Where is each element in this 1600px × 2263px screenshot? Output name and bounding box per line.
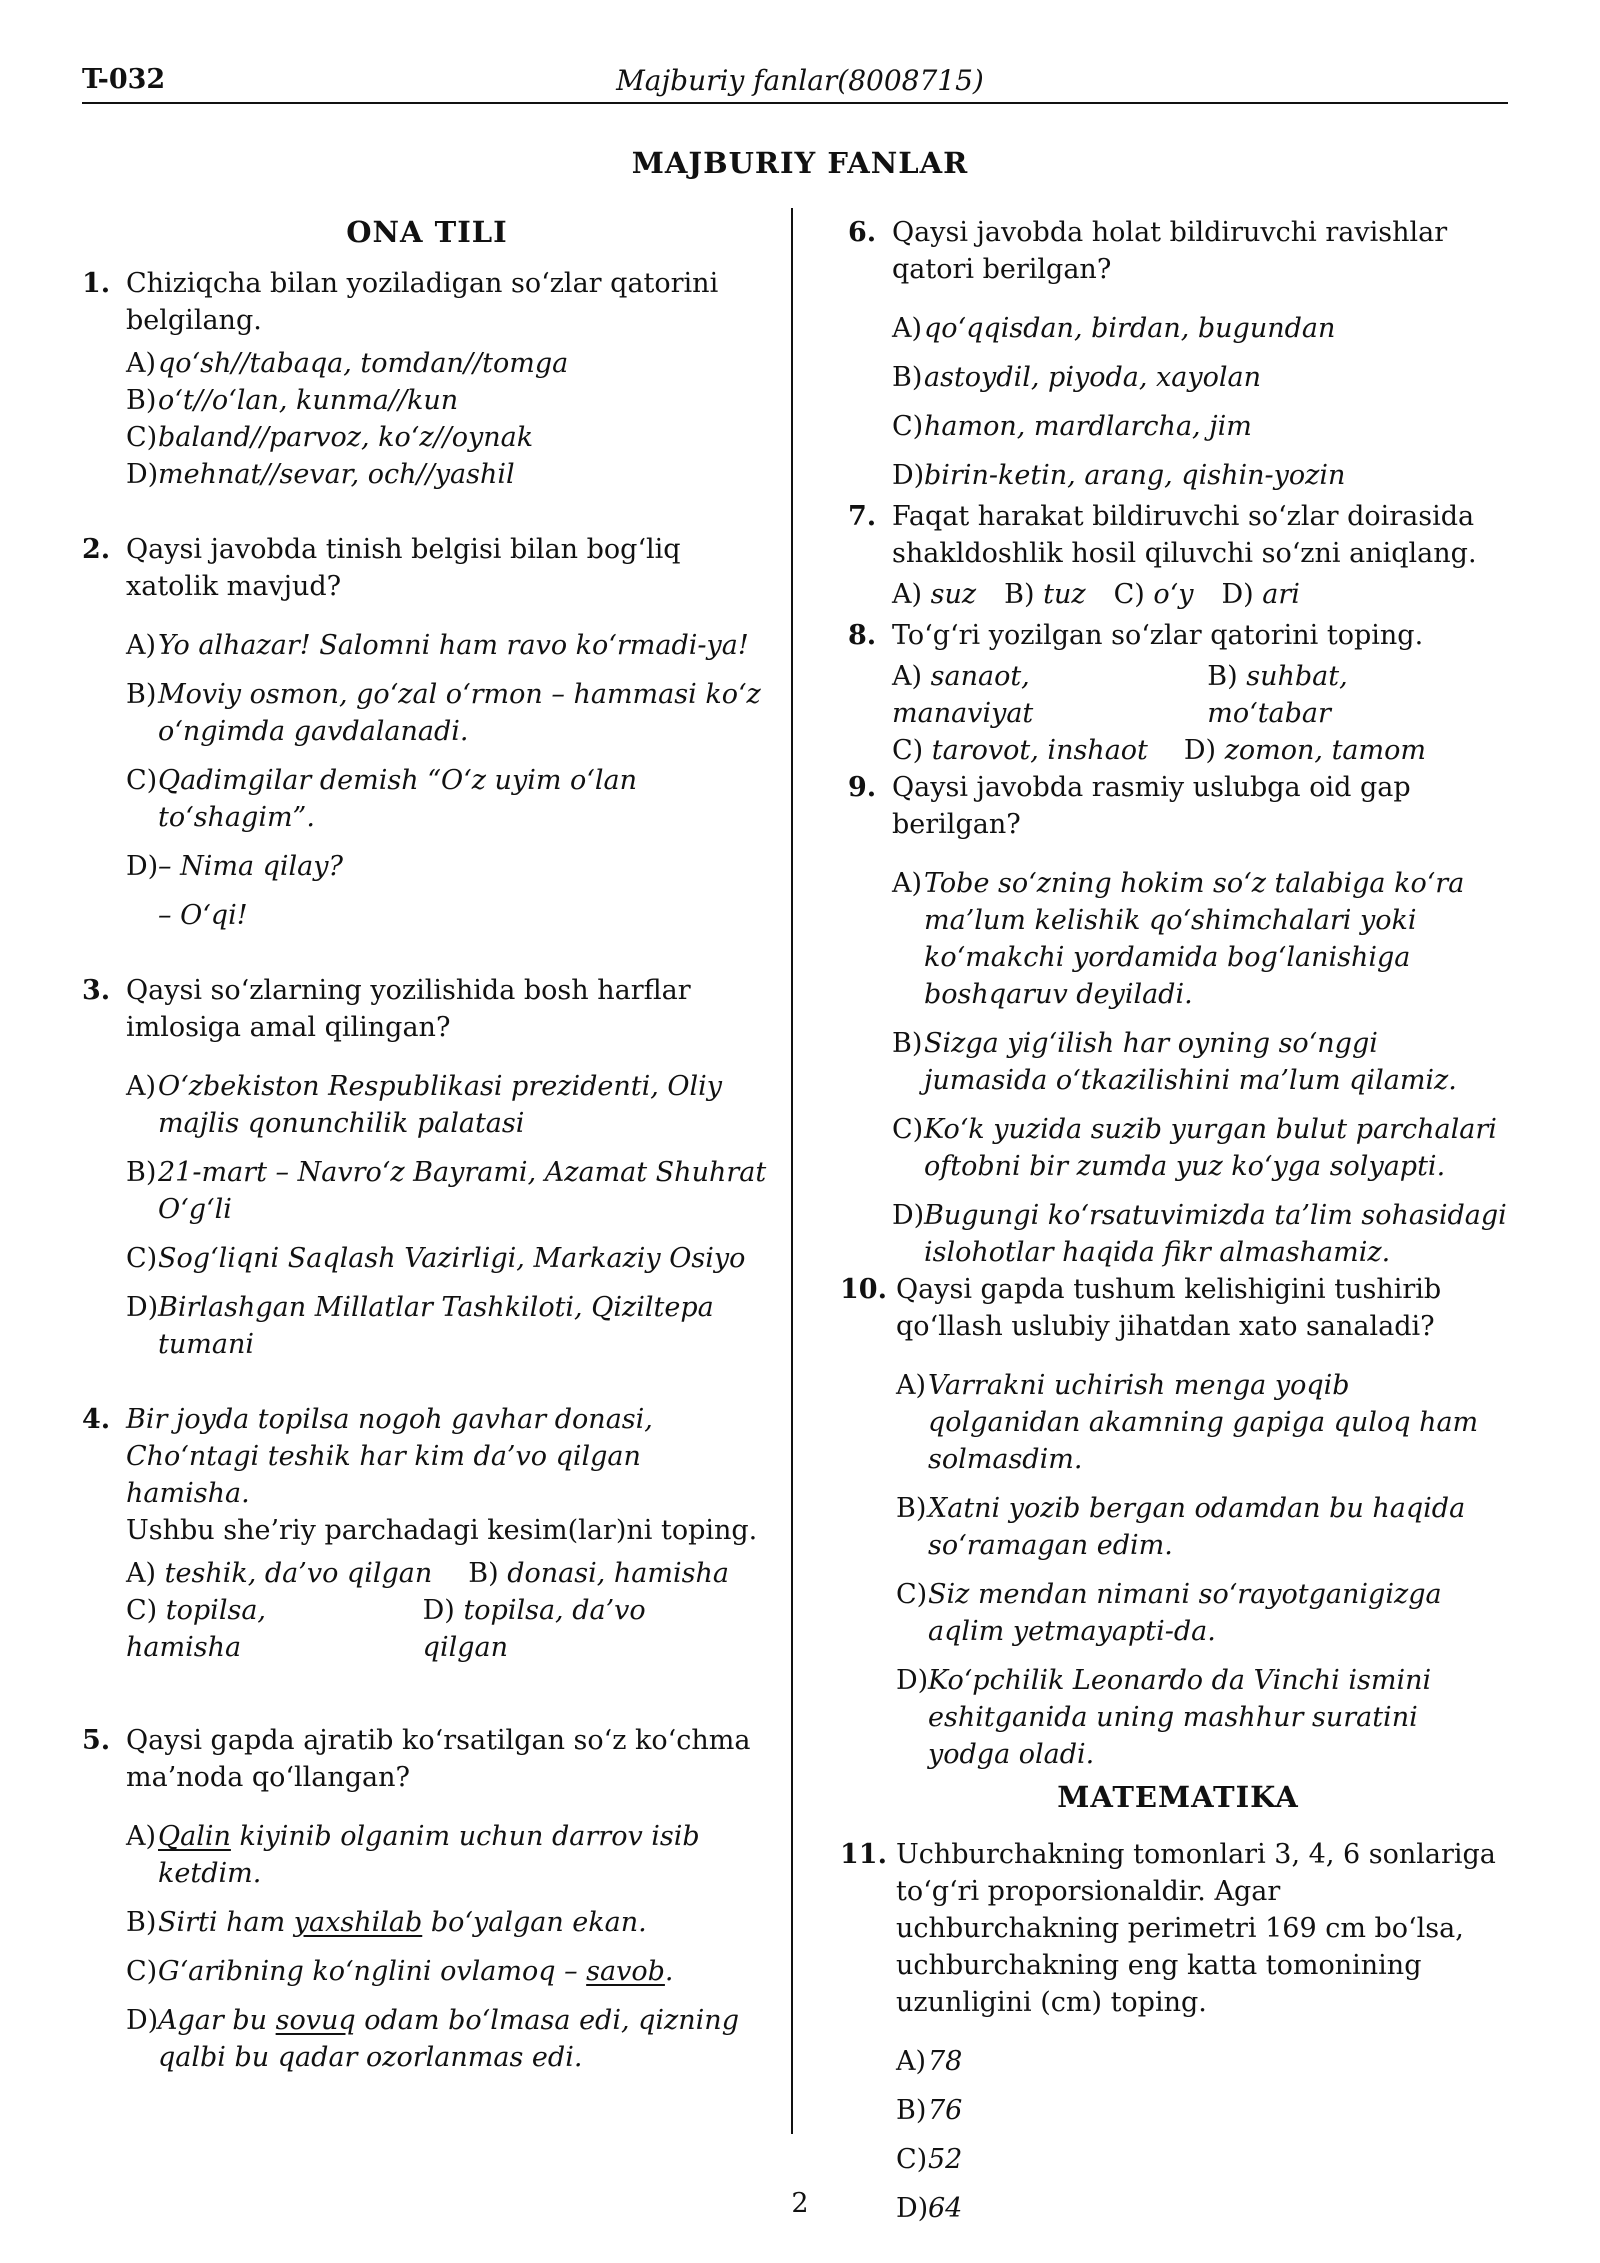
option-b[interactable]: B) tuz — [1004, 579, 1086, 610]
option-a[interactable]: A) teshik, da’vo qilgan — [126, 1558, 433, 1589]
option-c[interactable]: C) G‘aribning ko‘nglini ovlamoq – savob. — [126, 1956, 674, 1987]
question-5 — [82, 1722, 772, 2076]
option-b[interactable]: B) Sirti ham yaxshilab bo‘yalgan ekan. — [126, 1907, 647, 1938]
option-a[interactable]: A) 78 — [896, 2046, 963, 2077]
option-c[interactable]: C) Qadimgilar demish “O‘z uyim o‘lan to‘shagim”. — [126, 765, 637, 833]
option-d[interactable]: D) ari — [1221, 579, 1300, 610]
question-10 — [840, 1271, 1508, 1773]
highlighted-word: Qalin — [158, 1821, 231, 1852]
option-d[interactable]: D) – Nima qilay? – O‘qi! — [126, 851, 344, 931]
answer-options — [892, 865, 1508, 1271]
option-a[interactable]: A) qo‘sh//tabaqa, tomdan//tomga — [126, 348, 569, 379]
question-text: Qaysi gapda ajratib ko‘rsatilgan so‘z ko‘chma ma’noda qo‘llangan? — [126, 1725, 751, 1793]
question-6 — [848, 214, 1508, 494]
option-d[interactable]: D) Ko‘pchilik Leonardo da Vinchi ismini eshitganida uning mashhur suratini yodga oladi. — [896, 1665, 1432, 1770]
option-c[interactable]: C) tarovot, inshaot — [892, 735, 1148, 766]
answer-options — [126, 627, 772, 934]
option-c[interactable]: C) hamon, mardlarcha, jim — [892, 411, 1252, 442]
option-b[interactable]: B) donasi, hamisha — [468, 1558, 729, 1589]
question-number: 3. — [82, 975, 111, 1006]
question-text: Qaysi gapda tushum kelishigini tushirib qo‘llash uslubiy jihatdan xato sanaladi? — [896, 1274, 1442, 1342]
option-a[interactable]: A) qo‘qqisdan, birdan, bugundan — [892, 313, 1336, 344]
option-d[interactable]: D) birin-ketin, arang, qishin-yozin — [892, 460, 1346, 491]
option-c[interactable]: C) Ko‘k yuzida suzib yurgan bulut parchalari oftobni bir zumda yuz ko‘yga solyapti. — [892, 1114, 1497, 1182]
option-b[interactable]: B) Xatni yozib bergan odamdan bu haqida so‘ramagan edim. — [896, 1493, 1466, 1561]
option-a[interactable]: A) Tobe so‘zning hokim so‘z talabiga ko‘ra ma’lum kelishik qo‘shimchalari yoki ko‘makchi yordamida bog‘lanishiga boshqaruv deyiladi. — [892, 868, 1465, 1010]
option-b[interactable]: B) 76 — [896, 2095, 963, 2126]
question-text: Ushbu she’riy parchadagi kesim(lar)ni toping. — [126, 1515, 758, 1546]
question-7 — [848, 498, 1508, 613]
option-d[interactable]: D) Birlashgan Millatlar Tashkiloti, Qiziltepa tumani — [126, 1292, 714, 1360]
answer-options — [892, 310, 1508, 494]
question-number: 9. — [848, 772, 877, 803]
answer-options — [126, 1068, 772, 1363]
option-a[interactable]: A) O‘zbekiston Respublikasi prezidenti, Oliy majlis qonunchilik palatasi — [126, 1071, 723, 1139]
highlighted-word: sovuq — [275, 2005, 356, 2036]
option-d[interactable]: D) Bugungi ko‘rsatuvimizda ta’lim sohasidagi islohotlar haqida fikr almashamiz. — [892, 1200, 1507, 1268]
option-a[interactable]: A) sanaot, manaviyat — [892, 661, 1034, 729]
option-a[interactable]: A) Varrakni uchirish menga yoqib qolganidan akamning gapiga quloq ham solmasdim. — [896, 1370, 1479, 1475]
question-number: 2. — [82, 534, 111, 565]
option-c[interactable]: C) o‘y — [1113, 579, 1194, 610]
test-code: T-032 — [82, 64, 166, 95]
option-d[interactable]: D) Agar bu sovuq odam bo‘lmasa edi, qizning qalbi bu qadar ozorlanmas edi. — [126, 2005, 739, 2073]
question-text: Qaysi javobda holat bildiruvchi ravishlar qatori berilgan? — [892, 217, 1448, 285]
option-a[interactable]: A) Yo alhazar! Salomni ham ravo ko‘rmadi-ya! — [126, 630, 749, 661]
header-divider — [82, 102, 1508, 104]
question-number: 7. — [848, 501, 877, 532]
option-c[interactable]: C) topilsa, hamisha — [126, 1595, 266, 1663]
option-b[interactable]: B) Sizga yig‘ilish har oyning so‘nggi jumasida o‘tkazilishini ma’lum qilamiz. — [892, 1028, 1457, 1096]
question-text: Chiziqcha bilan yoziladigan so‘zlar qatorini belgilang. — [126, 268, 719, 336]
option-b[interactable]: B) o‘t//o‘lan, kunma//kun — [126, 385, 459, 416]
question-11 — [840, 1836, 1508, 2227]
question-3 — [82, 972, 772, 1363]
option-b[interactable]: B) astoydil, piyoda, xayolan — [892, 362, 1261, 393]
poem-line-1: Bir joyda topilsa nogoh gavhar donasi, — [126, 1404, 653, 1435]
question-text: Uchburchakning tomonlari 3, 4, 6 sonlariga to‘g‘ri proporsionaldir. Agar uchburchakning perimetri 169 cm bo‘lsa, uchburchakning eng katta tomonining uzunligini (cm) toping. — [896, 1839, 1496, 2018]
question-number: 6. — [848, 217, 877, 248]
answer-options — [126, 1555, 772, 1666]
poem-line-2: Cho‘ntagi teshik har kim da’vo qilgan hamisha. — [126, 1441, 641, 1509]
question-number: 10. — [840, 1274, 887, 1305]
question-2 — [82, 531, 772, 934]
question-number: 8. — [848, 620, 877, 651]
left-column — [82, 214, 772, 2076]
question-number: 11. — [840, 1839, 887, 1870]
option-a[interactable]: A) suz — [892, 579, 977, 610]
option-b[interactable]: B) 21-mart – Navro‘z Bayrami, Azamat Shuhrat O‘g‘li — [126, 1157, 767, 1225]
option-c[interactable]: C) Sog‘liqni Saqlash Vazirligi, Markaziy Osiyo — [126, 1243, 746, 1274]
header-title: Majburiy fanlar(8008715) — [616, 64, 984, 97]
answer-options — [126, 1818, 772, 2076]
option-b[interactable]: B) Moviy osmon, go‘zal o‘rmon – hammasi ko‘z o‘ngimda gavdalanadi. — [126, 679, 761, 747]
question-text: Qaysi so‘zlarning yozilishida bosh harflar imlosiga amal qilingan? — [126, 975, 691, 1043]
page-title: MAJBURIY FANLAR — [631, 146, 969, 180]
option-d[interactable]: D) zomon, tamom — [1183, 735, 1426, 766]
answer-options — [892, 576, 1508, 613]
option-b[interactable]: B) suhbat, mo‘tabar — [1207, 661, 1348, 729]
right-column — [840, 214, 1508, 2227]
answer-options — [892, 658, 1508, 769]
answer-options — [896, 1367, 1508, 1773]
option-d[interactable]: D) mehnat//sevar, och//yashil — [126, 459, 515, 490]
column-divider — [791, 208, 793, 2134]
question-text: Qaysi javobda tinish belgisi bilan bog‘liq xatolik mavjud? — [126, 534, 681, 602]
question-1 — [82, 265, 772, 493]
highlighted-word: savob — [586, 1956, 665, 1987]
option-c[interactable]: C) 52 — [896, 2144, 963, 2175]
question-text: To‘g‘ri yozilgan so‘zlar qatorini toping. — [892, 620, 1424, 651]
section-heading-matematika: MATEMATIKA — [1057, 1780, 1299, 1814]
page-number: 2 — [791, 2188, 809, 2219]
question-9 — [848, 769, 1508, 1271]
option-d[interactable]: D) topilsa, da’vo qilgan — [422, 1595, 646, 1663]
question-number: 4. — [82, 1404, 111, 1435]
question-number: 1. — [82, 268, 111, 299]
question-text: Qaysi javobda rasmiy uslubga oid gap berilgan? — [892, 772, 1411, 840]
option-d[interactable]: D) 64 — [896, 2193, 963, 2224]
answer-options — [126, 345, 772, 493]
question-8 — [848, 617, 1508, 769]
question-text: Faqat harakat bildiruvchi so‘zlar doirasida shakldoshlik hosil qiluvchi so‘zni aniqlang. — [892, 501, 1477, 569]
question-number: 5. — [82, 1725, 111, 1756]
question-4 — [82, 1401, 772, 1666]
option-a[interactable]: A) Qalin kiyinib olganim uchun darrov isib ketdim. — [126, 1821, 700, 1889]
option-c[interactable]: C) baland//parvoz, ko‘z//oynak — [126, 422, 534, 453]
highlighted-word: yaxshilab — [293, 1907, 423, 1938]
option-c[interactable]: C) Siz mendan nimani so‘rayotganigizga aqlim yetmayapti-da. — [896, 1579, 1442, 1647]
section-heading-ona-tili: ONA TILI — [346, 215, 508, 249]
